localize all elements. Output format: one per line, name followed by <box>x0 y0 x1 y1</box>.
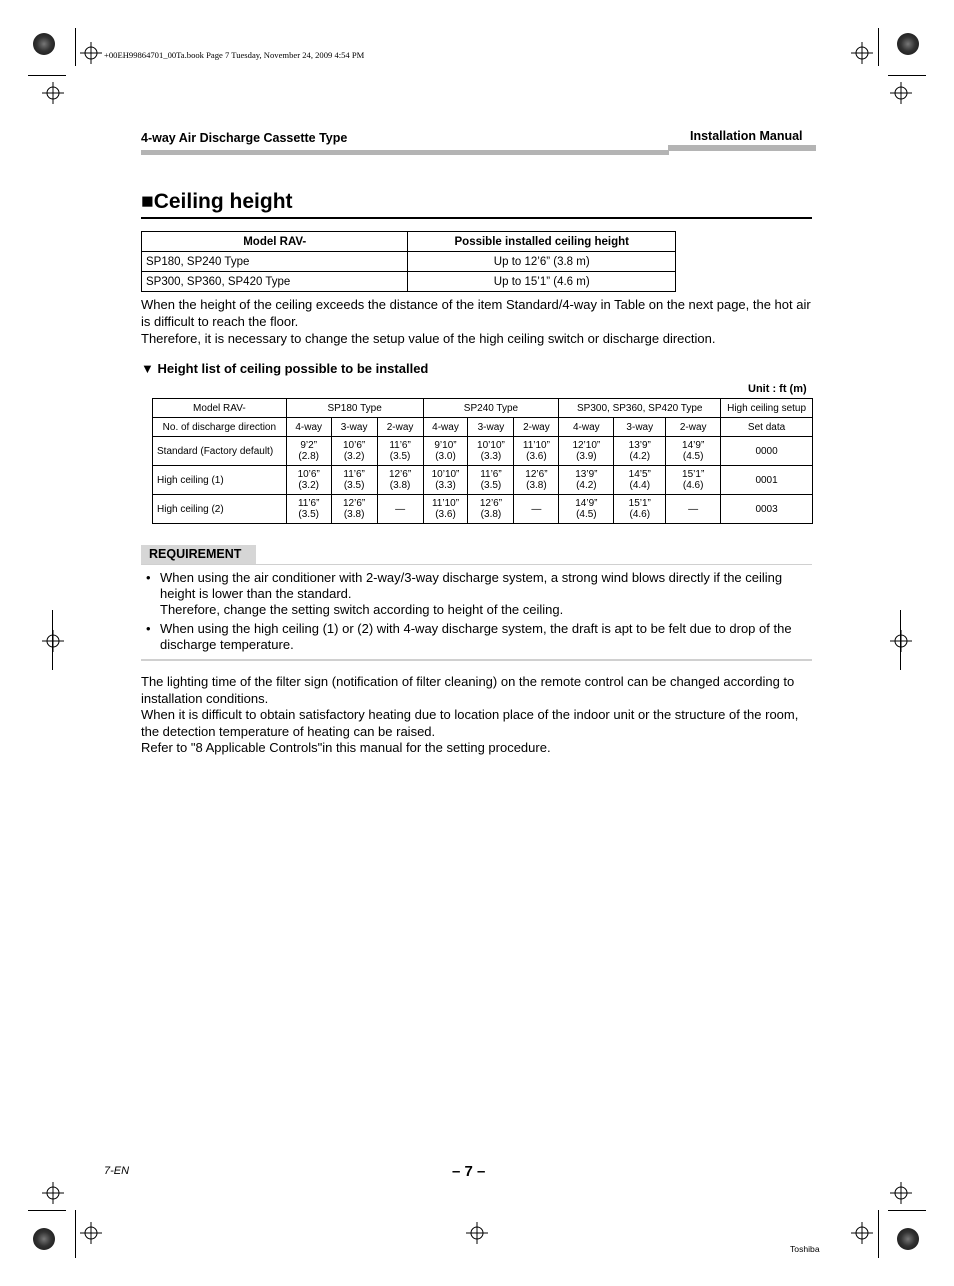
table-header-cell: 3-way <box>331 418 377 437</box>
set-data-cell: 0003 <box>721 495 813 524</box>
height-m: (2.8) <box>298 451 319 462</box>
height-ft: 9’2” <box>300 440 318 451</box>
section-rule <box>141 217 812 219</box>
table-header-cell: 4-way <box>423 418 468 437</box>
crop-line <box>75 28 76 66</box>
height-cell <box>331 437 377 466</box>
height-m: (4.4) <box>629 480 651 491</box>
crosshair-icon <box>890 1182 912 1204</box>
crop-line <box>52 610 53 670</box>
table-header-cell: Set data <box>721 418 813 437</box>
height-cell <box>423 495 468 524</box>
paragraph: Therefore, it is necessary to change the setup value of the high ceiling switch or discharge direction. <box>141 331 716 346</box>
height-ft: — <box>688 503 699 515</box>
height-ft: 15’1” <box>682 469 705 480</box>
table-header-cell: 2-way <box>666 418 721 437</box>
height-cell <box>666 437 721 466</box>
table-row <box>153 437 813 466</box>
subheading-text: Height list of ceiling possible to be installed <box>157 361 429 376</box>
header-manual-label: Installation Manual <box>690 129 803 143</box>
paragraph: When the height of the ceiling exceeds the distance of the item Standard/4-way in Table on the next page, the hot air is difficult to reach the floor. <box>141 297 811 329</box>
height-cell <box>666 466 721 495</box>
table-header-cell: No. of discharge direction <box>153 418 287 437</box>
crop-line <box>900 610 901 670</box>
height-m: (3.9) <box>576 451 597 462</box>
table-row <box>153 466 813 495</box>
registration-circle-icon <box>897 33 919 55</box>
page-number: – 7 – <box>452 1163 486 1180</box>
table-header-row <box>153 399 813 418</box>
crosshair-icon <box>42 630 64 652</box>
paragraph: When it is difficult to obtain satisfactory heating due to location place of the indoor unit or the structure of the room, the detection temperature of heating can be raised. <box>141 707 799 739</box>
requirement-bullet-continuation: Therefore, change the setting switch according to height of the ceiling. <box>160 602 564 617</box>
requirement-bullet: When using the high ceiling (1) or (2) with 4-way discharge system, the draft is apt to be felt due to drop of the discharge temperature. <box>160 621 792 652</box>
height-list-table <box>152 398 813 524</box>
bullet-icon: • <box>146 570 151 585</box>
height-ft: 15’1” <box>628 498 651 509</box>
height-ft: 12’10” <box>572 440 601 451</box>
table-header-cell: 2-way <box>514 418 559 437</box>
table-header-cell: Model RAV- <box>153 399 287 418</box>
unit-label: Unit : ft (m) <box>748 383 807 395</box>
table-header-cell: Possible installed ceiling height <box>408 232 676 252</box>
crosshair-icon <box>466 1222 488 1244</box>
requirement-label: REQUIREMENT <box>141 545 256 564</box>
crosshair-icon <box>42 82 64 104</box>
row-label: High ceiling (1) <box>153 466 287 495</box>
table-header-cell: 2-way <box>377 418 423 437</box>
height-ft: 10’10” <box>477 440 505 451</box>
height-m: (3.8) <box>389 480 411 491</box>
height-ft: 9’10” <box>434 440 457 451</box>
bullet-icon: • <box>146 621 151 636</box>
file-info: +00EH99864701_00Ta.book Page 7 Tuesday, November 24, 2009 4:54 PM <box>104 50 365 60</box>
crop-line <box>878 28 879 66</box>
height-cell <box>514 495 559 524</box>
height-ft: — <box>395 503 406 515</box>
height-ft: 12’6” <box>525 469 548 480</box>
height-ft: 10’6” <box>297 469 320 480</box>
row-label: Standard (Factory default) <box>153 437 287 466</box>
height-m: (4.2) <box>629 451 651 462</box>
height-ft: 10’6” <box>343 440 366 451</box>
height-m: (3.3) <box>435 480 456 491</box>
height-cell <box>423 437 468 466</box>
height-m: (3.0) <box>435 451 456 462</box>
height-m: (4.5) <box>576 509 597 520</box>
height-m: (3.2) <box>343 451 365 462</box>
height-ft: 12’6” <box>388 469 412 480</box>
crosshair-icon <box>851 1222 873 1244</box>
paragraph: Refer to "8 Applicable Controls"in this manual for the setting procedure. <box>141 740 551 755</box>
set-data-cell: 0000 <box>721 437 813 466</box>
height-m: (3.5) <box>480 480 502 491</box>
height-m: (3.8) <box>526 480 547 491</box>
height-ft: 12’6” <box>479 498 503 509</box>
table-header-cell: SP180 Type <box>286 399 423 418</box>
height-ft: — <box>531 503 542 515</box>
crosshair-icon <box>42 1182 64 1204</box>
height-ft: 11’6” <box>389 440 411 451</box>
height-ft: 11’6” <box>343 469 365 480</box>
height-ft: 11’6” <box>297 498 320 509</box>
height-ft: 13’9” <box>575 469 598 480</box>
height-ft: 14’9” <box>575 498 598 509</box>
row-label: High ceiling (2) <box>153 495 287 524</box>
height-cell <box>377 437 423 466</box>
height-m: (3.3) <box>480 451 502 462</box>
height-cell <box>468 495 514 524</box>
table-header-cell: 3-way <box>468 418 514 437</box>
header-title: 4-way Air Discharge Cassette Type <box>141 131 348 145</box>
table-header-cell: 3-way <box>614 418 666 437</box>
height-ft: 12’6” <box>343 498 366 509</box>
set-data-cell: 0001 <box>721 466 813 495</box>
height-ft: 13’9” <box>628 440 651 451</box>
requirement-rule <box>141 564 812 565</box>
crosshair-icon <box>890 82 912 104</box>
height-cell <box>331 495 377 524</box>
height-cell <box>377 466 423 495</box>
height-m: (3.6) <box>526 451 547 462</box>
height-cell <box>614 466 666 495</box>
crosshair-icon <box>851 42 873 64</box>
height-cell <box>514 437 559 466</box>
header-bar <box>668 145 816 151</box>
table-header-cell: 4-way <box>286 418 331 437</box>
section-title <box>141 190 293 214</box>
height-cell <box>559 437 614 466</box>
crop-line <box>75 1210 76 1258</box>
height-m: (3.5) <box>343 480 365 491</box>
height-cell <box>559 495 614 524</box>
height-m: (4.6) <box>682 480 704 491</box>
height-m: (3.5) <box>298 509 319 520</box>
height-cell <box>614 495 666 524</box>
table-cell: SP300, SP360, SP420 Type <box>142 272 408 292</box>
table-header-row <box>153 418 813 437</box>
height-m: (3.6) <box>435 509 456 520</box>
height-cell <box>423 466 468 495</box>
height-cell <box>514 466 559 495</box>
height-cell <box>331 466 377 495</box>
height-m: (3.2) <box>298 480 319 491</box>
height-ft: 11’10” <box>431 498 460 509</box>
requirement-bullet: When using the air conditioner with 2-way/3-way discharge system, a strong wind blows directly if the ceiling height is lower than the standard. <box>160 570 783 601</box>
crosshair-icon <box>80 42 102 64</box>
page-code: 7-EN <box>104 1165 130 1177</box>
height-ft: 14’9” <box>682 440 705 451</box>
height-ft: 10’10” <box>431 469 460 480</box>
height-m: (3.8) <box>480 509 502 520</box>
table-cell: Up to 15’1” (4.6 m) <box>408 272 676 292</box>
ceiling-height-table <box>141 231 676 292</box>
height-cell <box>286 466 331 495</box>
registration-circle-icon <box>33 1228 55 1250</box>
section-title-text: Ceiling height <box>153 190 293 213</box>
registration-circle-icon <box>897 1228 919 1250</box>
subheading <box>141 361 428 376</box>
triangle-down-icon: ▼ <box>141 361 154 376</box>
height-cell <box>666 495 721 524</box>
table-header-cell: SP300, SP360, SP420 Type <box>559 399 721 418</box>
height-m: (4.2) <box>576 480 597 491</box>
height-m: (4.6) <box>629 509 651 520</box>
table-header-cell: SP240 Type <box>423 399 559 418</box>
height-cell <box>559 466 614 495</box>
table-header-cell: High ceiling setup <box>721 399 813 418</box>
table-row <box>142 272 676 292</box>
height-cell <box>468 437 514 466</box>
crosshair-icon <box>80 1222 102 1244</box>
paragraph: The lighting time of the filter sign (notification of filter cleaning) on the remote control can be changed according to installation conditions. <box>141 674 795 706</box>
crop-line <box>28 75 66 76</box>
table-row <box>142 252 676 272</box>
height-cell <box>286 495 331 524</box>
table-header-row <box>142 232 676 252</box>
requirement-rule <box>141 659 812 661</box>
height-m: (4.5) <box>682 451 704 462</box>
table-cell: SP180, SP240 Type <box>142 252 408 272</box>
height-cell <box>468 466 514 495</box>
height-cell <box>614 437 666 466</box>
height-cell <box>286 437 331 466</box>
registration-circle-icon <box>33 33 55 55</box>
table-header-cell: Model RAV- <box>142 232 408 252</box>
height-m: (3.5) <box>389 451 411 462</box>
crop-line <box>888 1210 926 1211</box>
height-m: (3.8) <box>343 509 365 520</box>
height-cell <box>377 495 423 524</box>
brand-label: Toshiba <box>790 1244 820 1254</box>
table-header-cell: 4-way <box>559 418 614 437</box>
height-ft: 11’10” <box>522 440 550 451</box>
height-ft: 11’6” <box>480 469 502 480</box>
crop-line <box>888 75 926 76</box>
crop-line <box>878 1210 879 1258</box>
crosshair-icon <box>890 630 912 652</box>
crop-line <box>28 1210 66 1211</box>
square-bullet-icon: ■ <box>141 190 154 213</box>
table-row <box>153 495 813 524</box>
height-ft: 14’5” <box>628 469 651 480</box>
table-cell: Up to 12’6” (3.8 m) <box>408 252 676 272</box>
header-bar <box>141 150 669 155</box>
